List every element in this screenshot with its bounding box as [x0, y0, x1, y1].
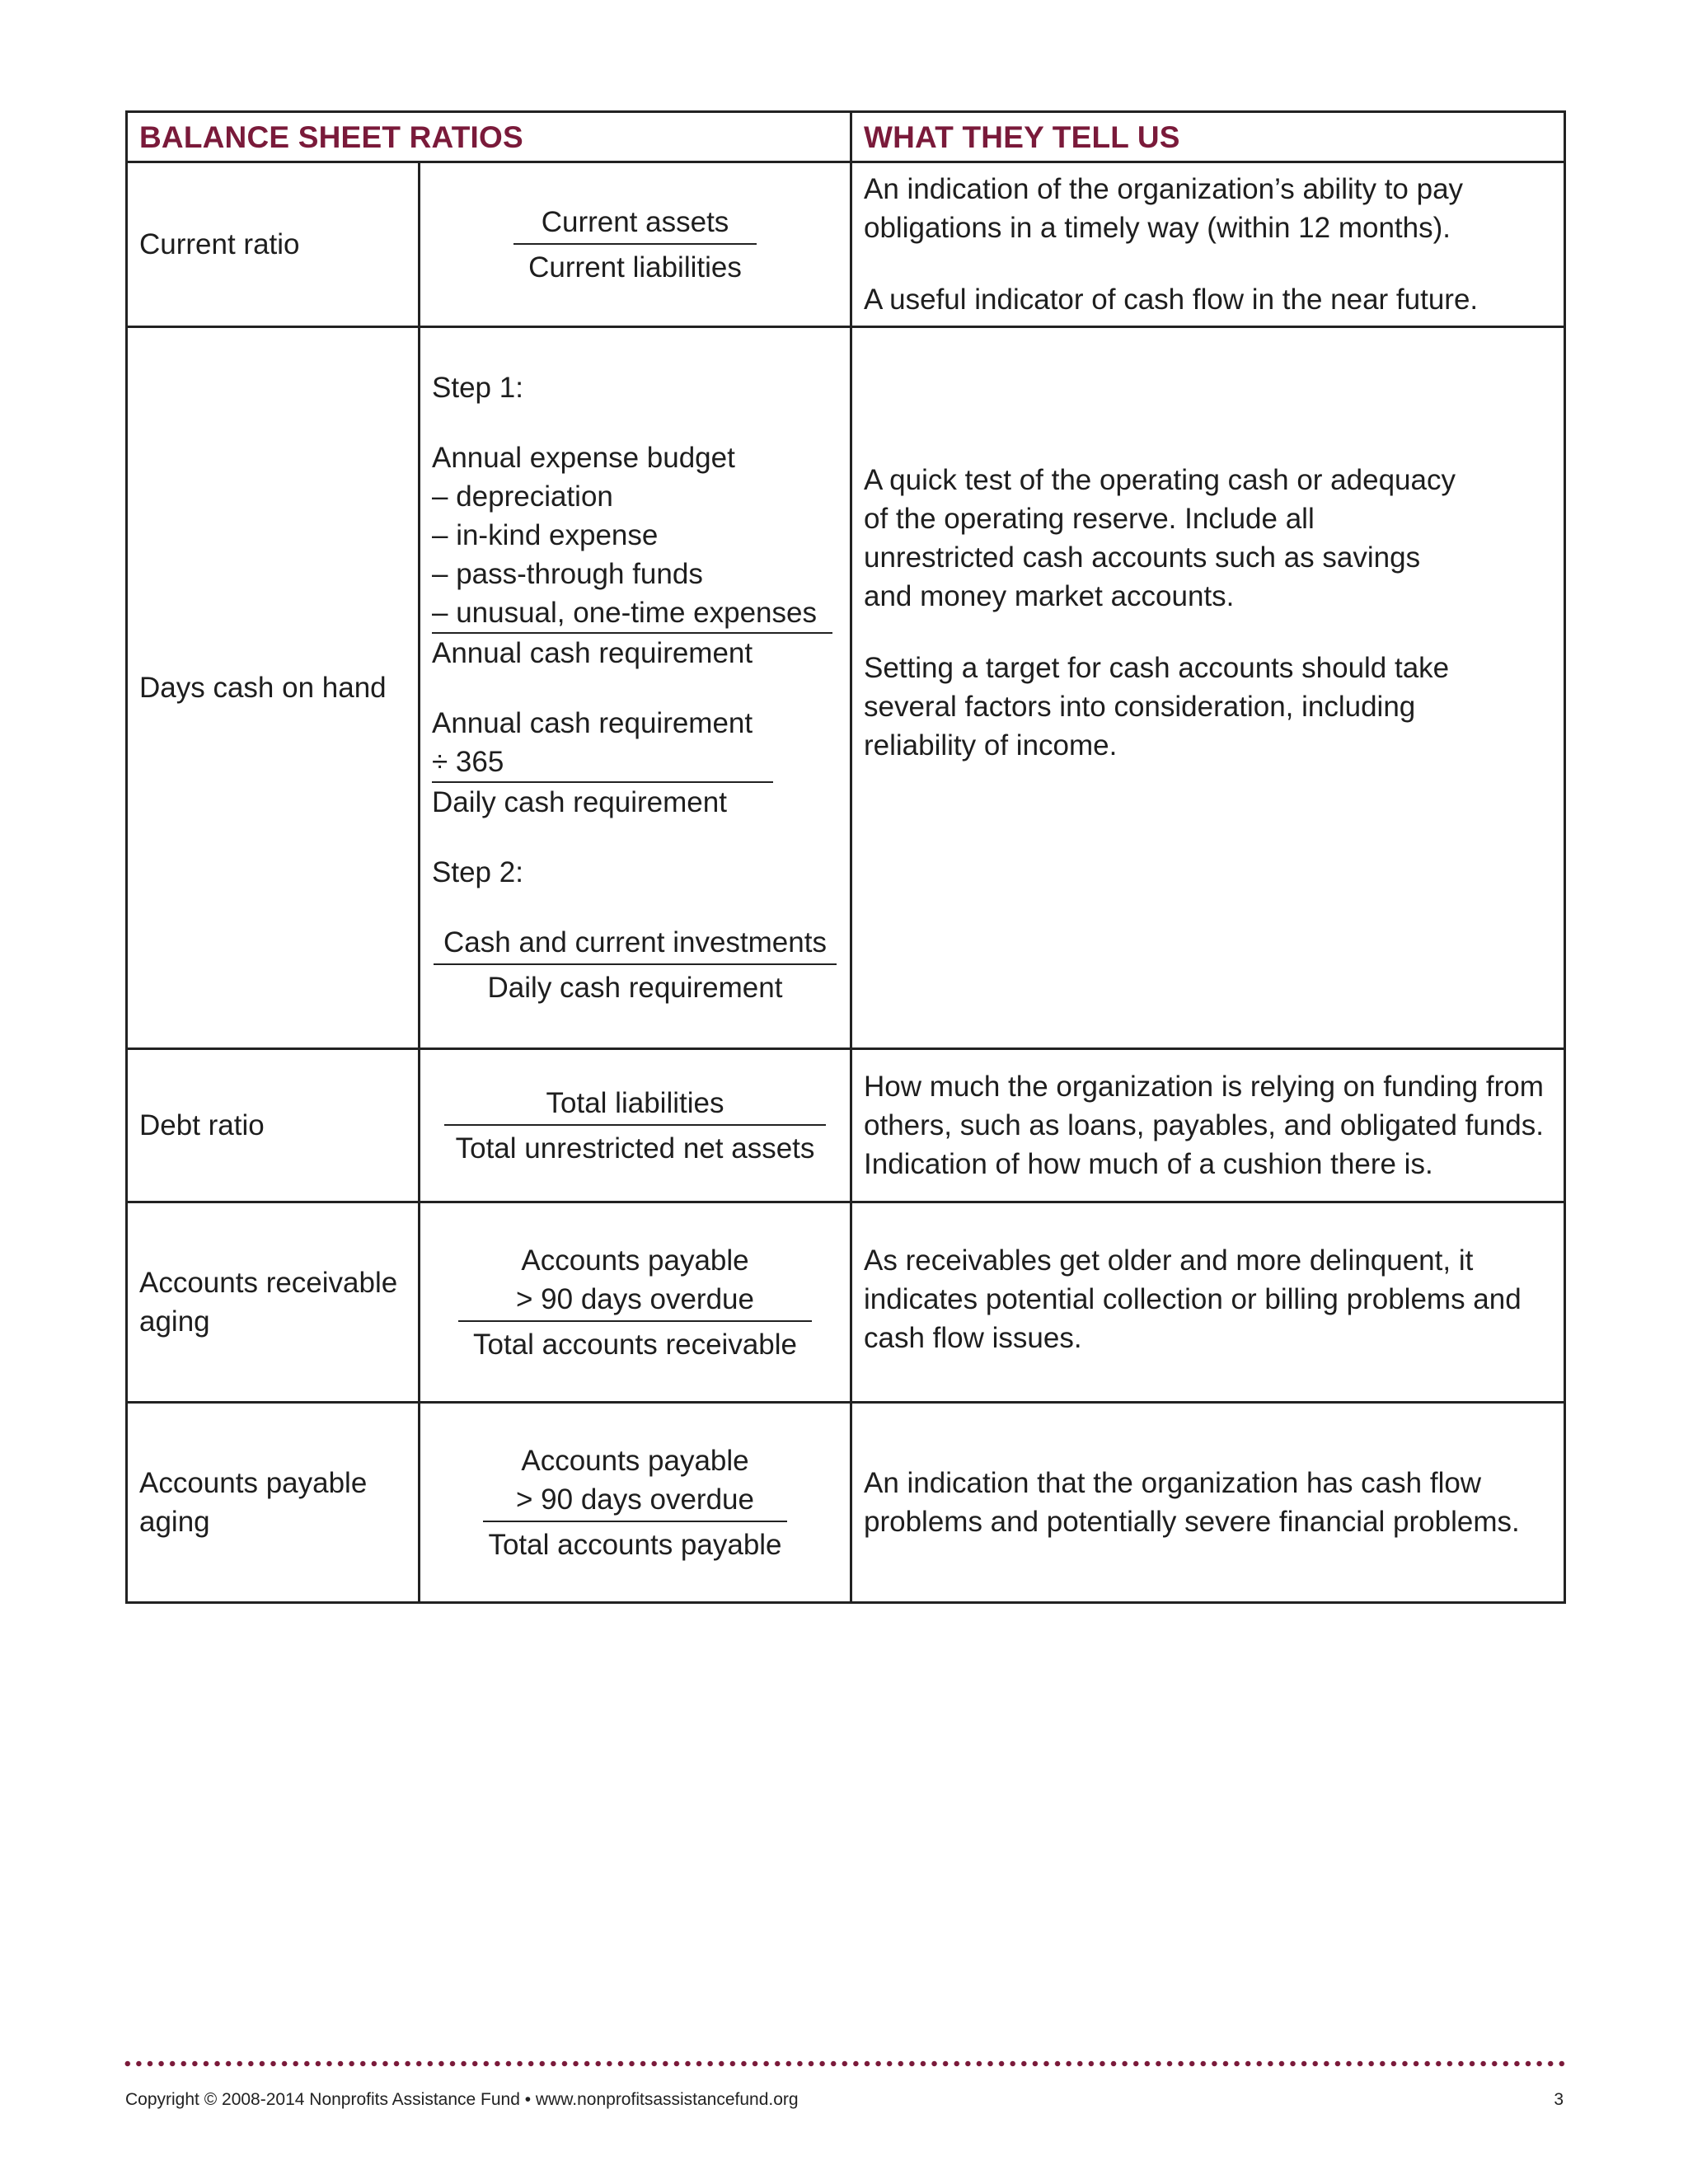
- header-what-they-tell-us: WHAT THEY TELL US: [851, 112, 1565, 162]
- step-line: Annual expense budget: [432, 442, 735, 474]
- fraction: [432, 203, 838, 287]
- fraction-numerator: Accounts payable > 90 days overdue: [458, 1241, 812, 1322]
- description-paragraph: An indication of the organization’s ability to pay obligations in a timely way (within 12 months).: [864, 173, 1464, 244]
- fraction: [432, 1241, 838, 1364]
- table-row-current-ratio: [127, 162, 1565, 327]
- ratio-description: [851, 1049, 1565, 1202]
- ratio-name: Accounts payable aging: [127, 1403, 420, 1603]
- ratio-name: Debt ratio: [127, 1049, 420, 1202]
- ratio-description: [851, 162, 1565, 327]
- balance-sheet-ratios-table: [125, 110, 1566, 1604]
- step-1-block: [432, 368, 838, 1007]
- step-line: – unusual, one-time expenses: [432, 597, 817, 629]
- fraction-numerator: Total liabilities: [444, 1084, 827, 1126]
- page-number: 3: [1554, 2090, 1564, 2109]
- ratio-formula: [420, 1202, 851, 1403]
- description-paragraph: An indication that the organization has cash flow problems and potentially severe financial problems.: [864, 1467, 1520, 1538]
- fraction: [432, 923, 838, 1007]
- description-paragraph: How much the organization is relying on funding from others, such as loans, payables, and obligated funds. Indication of how much of a cushion there is.: [864, 1071, 1544, 1180]
- description-paragraph: As receivables get older and more delinquent, it indicates potential collection or billing problems and cash flow issues.: [864, 1244, 1522, 1354]
- page-footer: [125, 2090, 1564, 2110]
- ratio-name: Current ratio: [127, 162, 420, 327]
- ratio-formula: [420, 1403, 851, 1603]
- step-line: – in-kind expense: [432, 519, 659, 551]
- dotted-divider: [122, 2060, 1566, 2067]
- fraction-denominator: Current liabilities: [528, 251, 742, 284]
- step-line: – pass-through funds: [432, 558, 703, 590]
- description-paragraph: Setting a target for cash accounts should take several factors into consideration, including reliability of income.: [864, 652, 1450, 762]
- ratio-name: Accounts receivable aging: [127, 1202, 420, 1403]
- description-paragraph: A useful indicator of cash flow in the near future.: [864, 284, 1479, 316]
- ratio-description: [851, 1202, 1565, 1403]
- table-row-accounts-payable-aging: [127, 1403, 1565, 1603]
- step-line: Annual cash requirement: [432, 707, 753, 739]
- fraction-denominator: Total unrestricted net assets: [455, 1132, 815, 1165]
- fraction-denominator: Total accounts receivable: [473, 1328, 797, 1361]
- ratio-formula: [420, 327, 851, 1049]
- step-result: Annual cash requirement: [432, 637, 753, 669]
- fraction-numerator: Cash and current investments: [434, 923, 837, 965]
- table-row-days-cash-on-hand: [127, 327, 1565, 1049]
- table-header-row: [127, 112, 1565, 162]
- fraction-numerator: Current assets: [513, 203, 757, 245]
- step-line: ÷ 365: [432, 746, 504, 778]
- fraction-denominator: Total accounts payable: [488, 1528, 782, 1561]
- ratio-description: [851, 327, 1565, 1049]
- table-row-debt-ratio: [127, 1049, 1565, 1202]
- step-line: – depreciation: [432, 480, 613, 513]
- table-row-accounts-receivable-aging: [127, 1202, 1565, 1403]
- header-balance-sheet-ratios: BALANCE SHEET RATIOS: [127, 112, 851, 162]
- footer-copyright: Copyright © 2008-2014 Nonprofits Assistance Fund • www.nonprofitsassistancefund.org: [125, 2090, 799, 2109]
- step-result: Daily cash requirement: [432, 786, 727, 818]
- ratio-formula: [420, 162, 851, 327]
- ratio-formula: [420, 1049, 851, 1202]
- ratio-description: [851, 1403, 1565, 1603]
- fraction: [432, 1441, 838, 1564]
- ratio-name: Days cash on hand: [127, 327, 420, 1049]
- fraction-numerator: Accounts payable > 90 days overdue: [483, 1441, 787, 1522]
- step-label: Step 2:: [432, 856, 523, 888]
- description-paragraph: A quick test of the operating cash or adequacy of the operating reserve. Include all unrestricted cash accounts such as savings and money market accounts.: [864, 464, 1456, 612]
- step-label: Step 1:: [432, 372, 523, 404]
- fraction-denominator: Daily cash requirement: [487, 972, 783, 1004]
- fraction: [432, 1084, 838, 1168]
